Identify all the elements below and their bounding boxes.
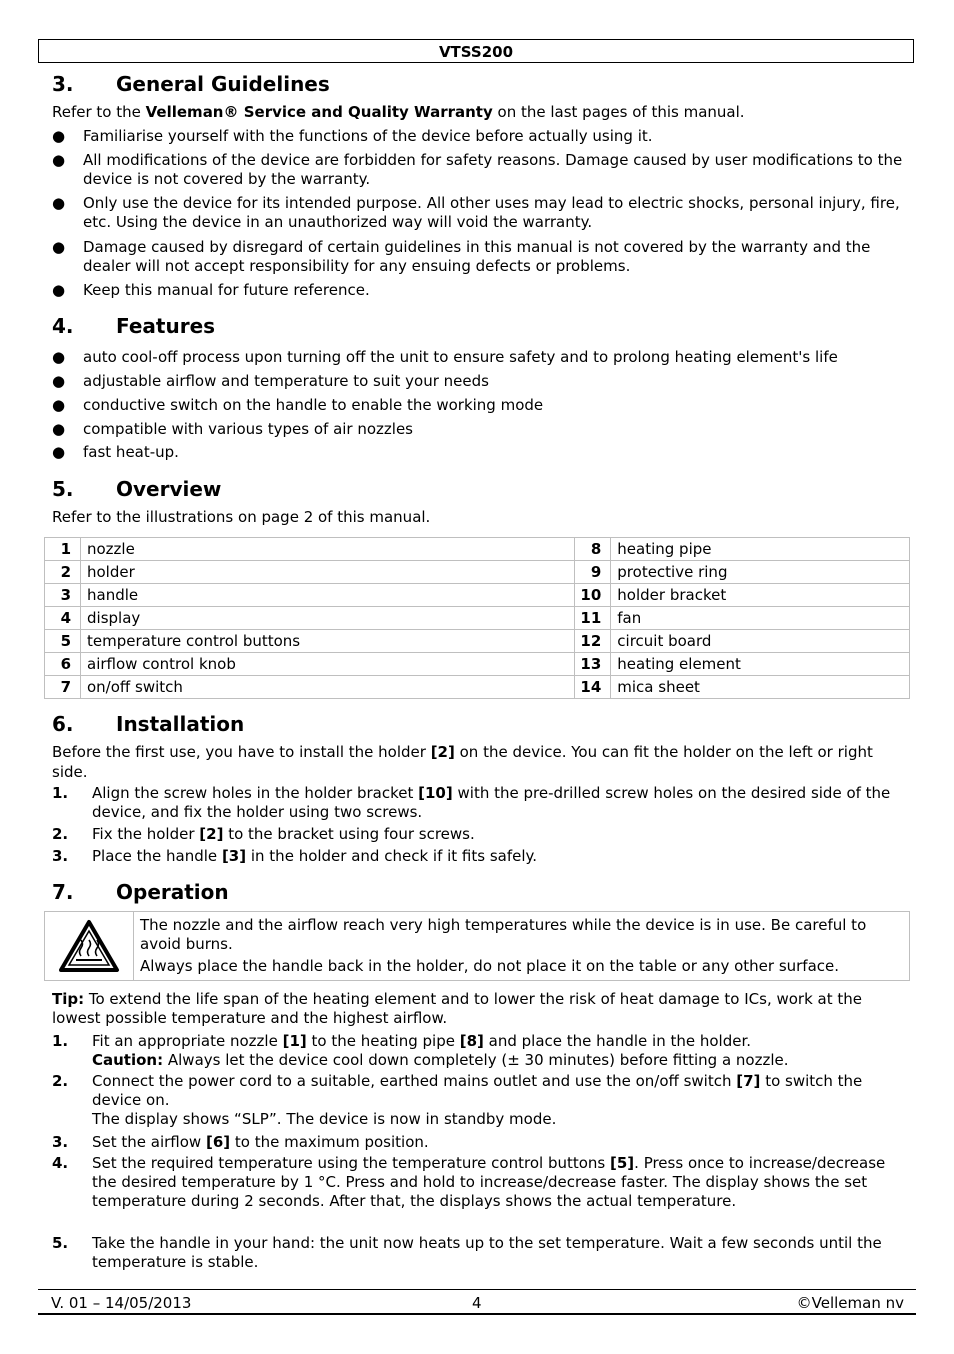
table-cell-label: holder (81, 561, 575, 584)
section-4-heading: 4. Features (52, 314, 216, 338)
page-number: 4 (472, 1294, 482, 1312)
section-3-intro: Refer to the Velleman® Service and Quality Warranty on the last pages of this manual. (52, 103, 745, 121)
table-cell-label: display (81, 607, 575, 630)
table-row (45, 538, 910, 561)
table-cell-number: 13 (575, 653, 611, 676)
table-cell-number: 7 (45, 676, 81, 699)
section-3-heading: 3. General Guidelines (52, 72, 330, 96)
table-row (45, 584, 910, 607)
model-name: VTSS200 (438, 43, 514, 61)
document-footer (38, 1289, 916, 1315)
hot-surface-warning-icon (45, 912, 134, 980)
section-5-heading: 5. Overview (52, 477, 222, 501)
warning-box (44, 911, 910, 981)
table-cell-number: 6 (45, 653, 81, 676)
table-cell-number: 4 (45, 607, 81, 630)
table-cell-number: 9 (575, 561, 611, 584)
tip-paragraph: Tip: To extend the life span of the heating element and to lower the risk of heat damage to ICs, work at the lowest possible temperature and the highest airflow. (52, 990, 863, 1027)
table-cell-label: handle (81, 584, 575, 607)
table-cell-number: 12 (575, 630, 611, 653)
table-row (45, 607, 910, 630)
table-cell-label: holder bracket (611, 584, 910, 607)
table-cell-number: 11 (575, 607, 611, 630)
table-row (45, 561, 910, 584)
table-cell-number: 10 (575, 584, 611, 607)
table-cell-number: 5 (45, 630, 81, 653)
table-cell-number: 1 (45, 538, 81, 561)
table-cell-number: 8 (575, 538, 611, 561)
table-cell-label: airflow control knob (81, 653, 575, 676)
table-cell-number: 2 (45, 561, 81, 584)
section-7-heading: 7. Operation (52, 880, 229, 904)
table-row (45, 630, 910, 653)
table-cell-label: mica sheet (611, 676, 910, 699)
copyright: ©Velleman nv (796, 1294, 904, 1312)
table-cell-label: circuit board (611, 630, 910, 653)
overview-table (44, 537, 910, 699)
table-row (45, 653, 910, 676)
table-cell-label: heating pipe (611, 538, 910, 561)
table-cell-number: 14 (575, 676, 611, 699)
table-cell-label: protective ring (611, 561, 910, 584)
section-6-intro: Before the first use, you have to install the holder [2] on the device. You can fit the holder on the left or right side. (52, 743, 873, 781)
warning-text: The nozzle and the airflow reach very high temperatures while the device is in use. Be careful to avoid burns. Always place the handle back in the holder, do not place it on the table or any other surface. (140, 916, 867, 975)
table-cell-label: on/off switch (81, 676, 575, 699)
section-5-intro: Refer to the illustrations on page 2 of this manual. (52, 508, 431, 526)
table-cell-label: fan (611, 607, 910, 630)
table-row (45, 676, 910, 699)
version-date: V. 01 – 14/05/2013 (51, 1294, 192, 1312)
table-cell-number: 3 (45, 584, 81, 607)
table-cell-label: temperature control buttons (81, 630, 575, 653)
section-6-heading: 6. Installation (52, 712, 245, 736)
document-header (38, 39, 914, 63)
table-cell-label: heating element (611, 653, 910, 676)
table-cell-label: nozzle (81, 538, 575, 561)
